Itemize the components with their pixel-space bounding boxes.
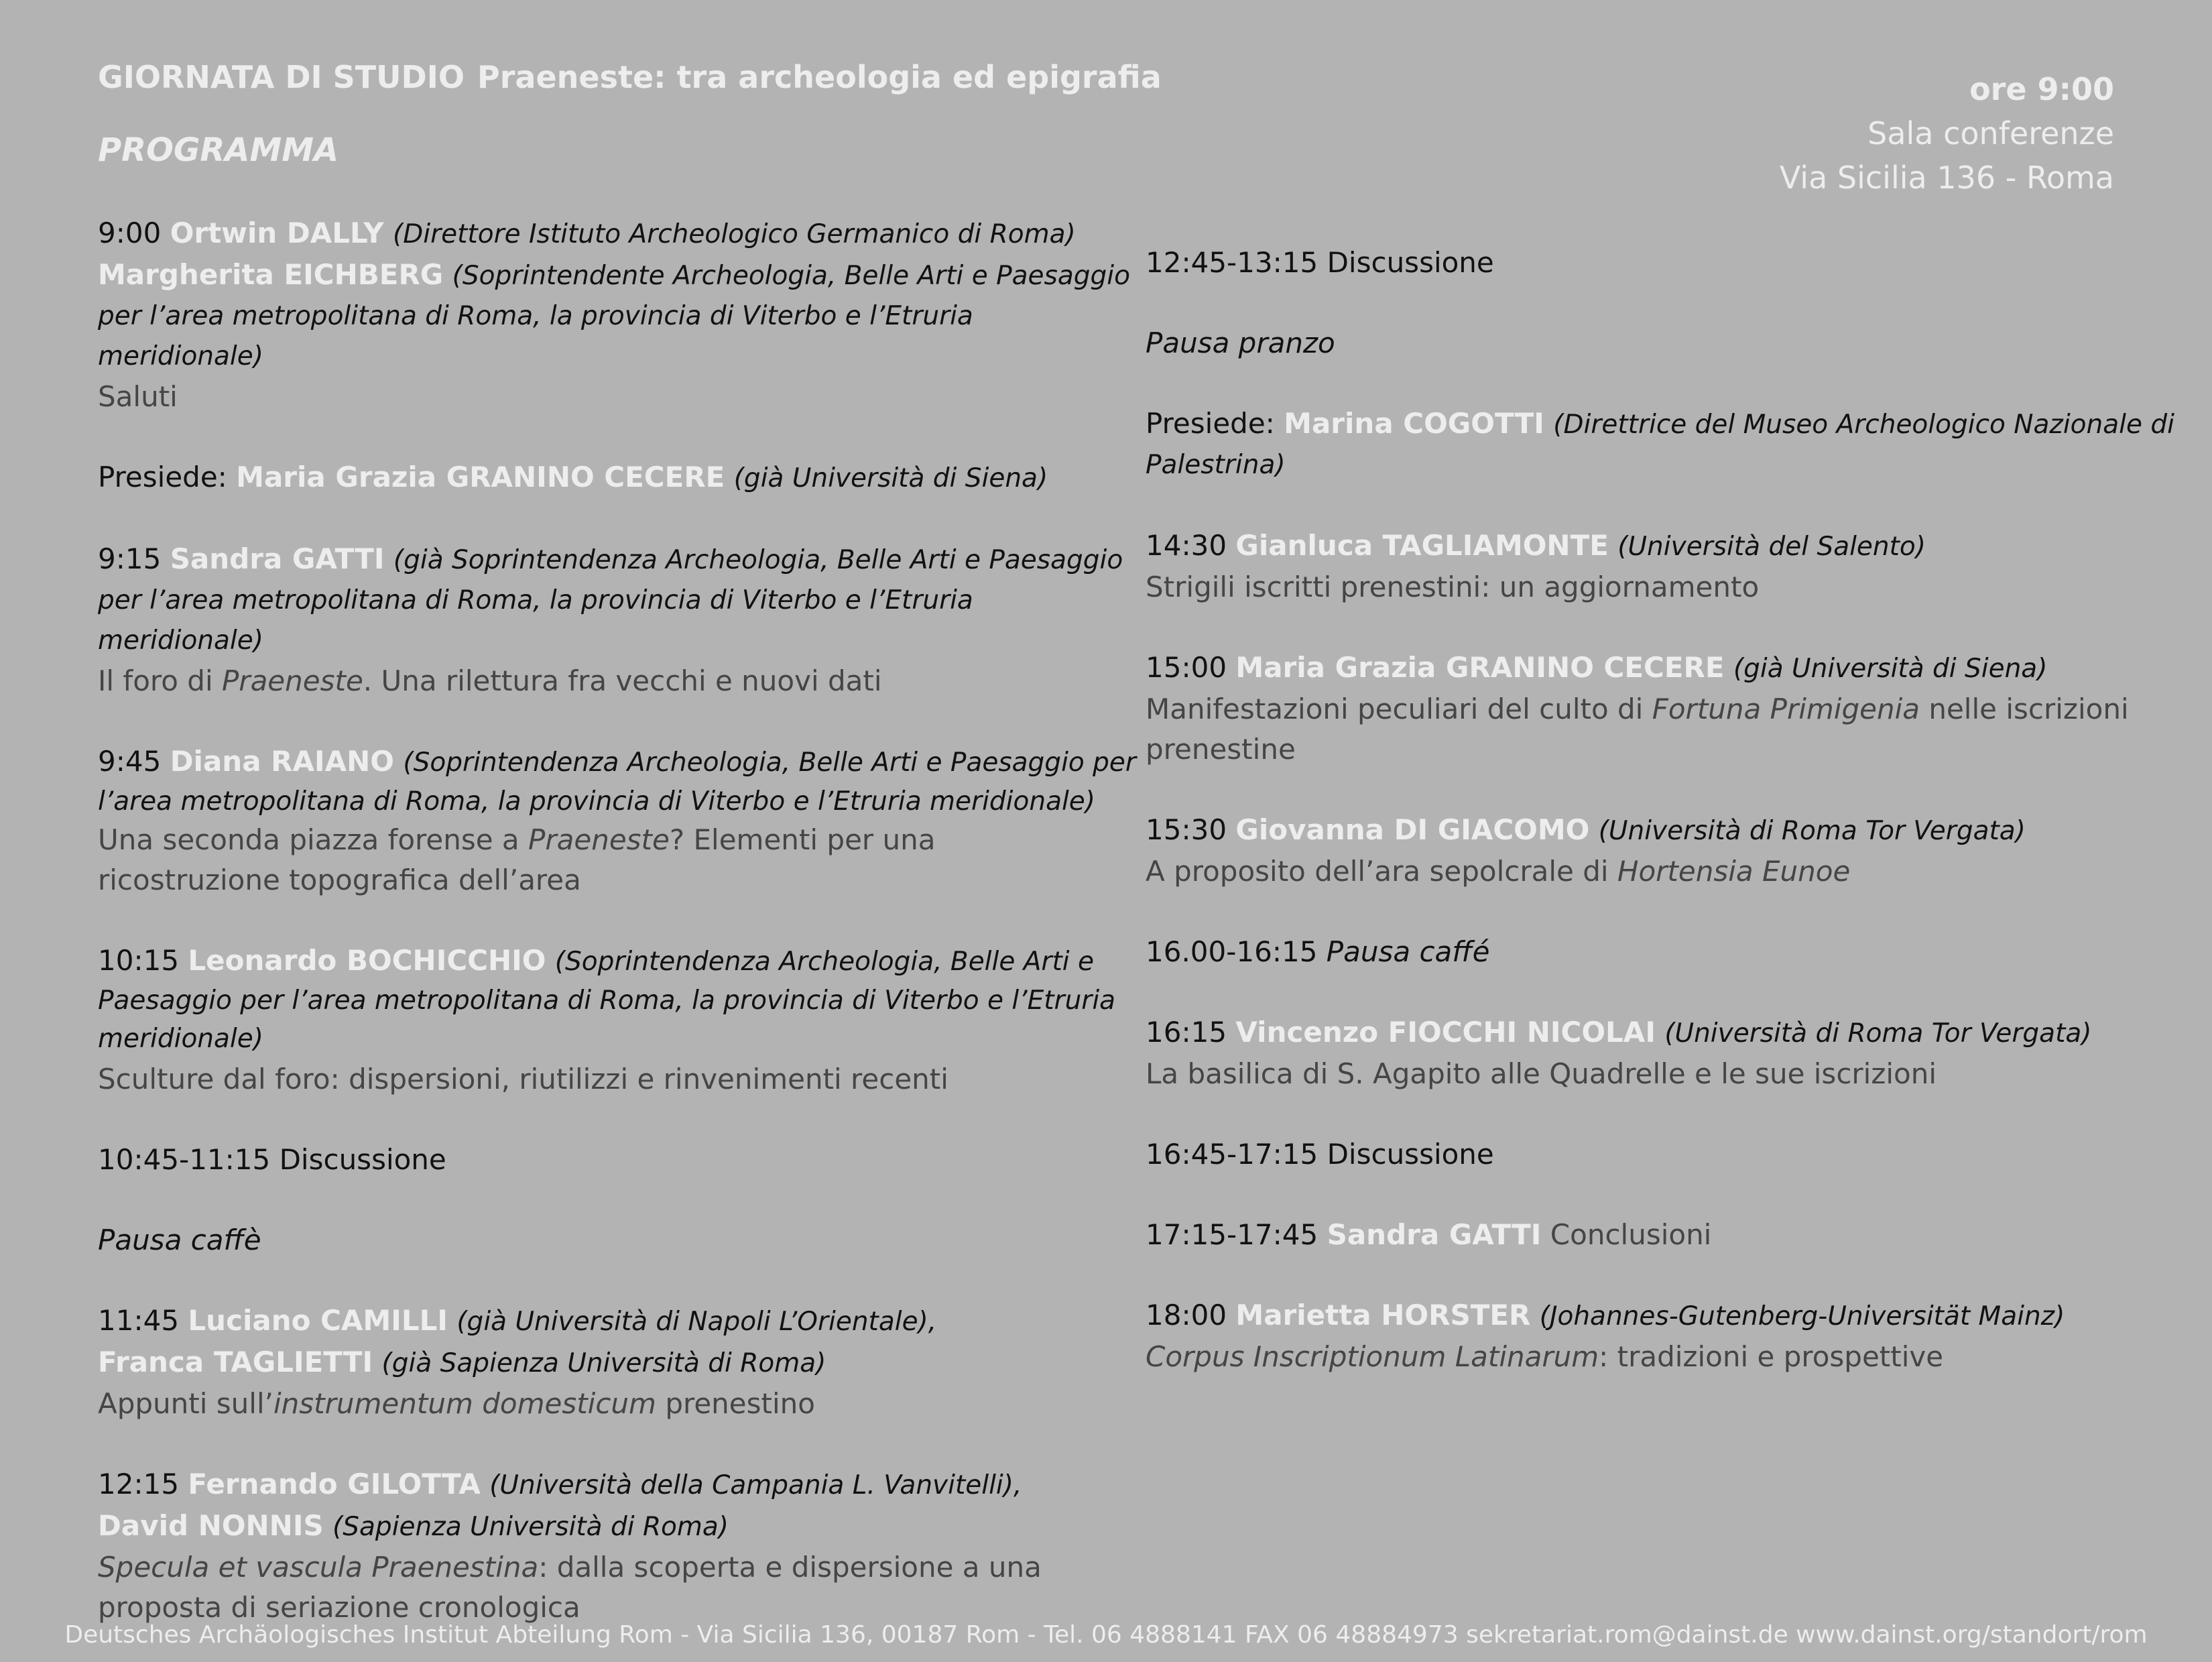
- speaker-affiliation: (Soprintendenza Archeologia, Belle Arti e Paesaggio per: [403, 748, 1136, 778]
- event-type: GIORNATA DI STUDIO: [98, 59, 465, 95]
- session-time: 17:15-17:45: [1146, 1218, 1318, 1251]
- speaker-affiliation: (Università del Salento): [1617, 532, 1926, 562]
- speaker-name: Marina COGOTTI: [1284, 407, 1544, 440]
- speaker-name: Franca TAGLIETTI: [98, 1346, 373, 1378]
- session-time: 9:15: [98, 542, 162, 575]
- speaker-name: Vincenzo FIOCCHI NICOLAI: [1235, 1016, 1656, 1049]
- session-item: [1146, 810, 2124, 892]
- programma-heading: PROGRAMMA: [98, 131, 339, 169]
- speaker-affiliation: (Soprintendente Archeologia, Belle Arti e Paesaggio: [452, 261, 1130, 291]
- speaker-affiliation: (già Università di Siena): [733, 463, 1048, 493]
- session-time: 12:15: [98, 1468, 180, 1500]
- session-item: [1146, 648, 2129, 770]
- speaker-name: Luciano CAMILLI: [188, 1304, 448, 1337]
- session-time: 9:45: [98, 745, 162, 778]
- chair-label: Presiede:: [98, 461, 237, 493]
- venue-time: ore 9:00: [1969, 71, 2114, 107]
- speaker-name: Ortwin DALLY: [170, 217, 384, 249]
- chair-label: Presiede:: [1146, 407, 1284, 440]
- speaker-name: David NONNIS: [98, 1509, 324, 1542]
- speaker-affiliation: (Direttrice del Museo Archeologico Nazionale di: [1553, 410, 2174, 440]
- speaker-affiliation: meridionale): [98, 626, 263, 656]
- program-right-column: [1146, 243, 2174, 1377]
- speaker-name: Maria Grazia GRANINO CECERE: [236, 461, 725, 493]
- session-item: [98, 1140, 1097, 1180]
- speaker-affiliation: (già Soprintendenza Archeologia, Belle Arti e Paesaggio: [393, 545, 1123, 575]
- speaker-name: Sandra GATTI: [170, 542, 385, 575]
- speaker-affiliation: Palestrina): [1146, 450, 1286, 480]
- session-item: [1146, 243, 2124, 283]
- session-time: 15:30: [1146, 813, 1227, 846]
- session-item: [1146, 404, 2174, 485]
- talk-title: Specula et vascula Praenestina: dalla scoperta e dispersione a una: [98, 1551, 1042, 1584]
- talk-title: Appunti sull’instrumentum domesticum prenestino: [98, 1387, 815, 1420]
- session-item: [1146, 1134, 2124, 1175]
- talk-title: A proposito dell’ara sepolcrale di Hortensia Eunoe: [1146, 855, 1851, 888]
- session-time: 14:30: [1146, 529, 1227, 562]
- program-left-column: [98, 213, 1136, 1628]
- speaker-affiliation: (già Università di Napoli L’Orientale),: [456, 1307, 937, 1337]
- session-time: 16:15: [1146, 1016, 1227, 1049]
- speaker-affiliation: l’area metropolitana di Roma, la provincia di Viterbo e l’Etruria meridionale): [98, 786, 1096, 817]
- discussion-slot: 16:45-17:15 Discussione: [1146, 1138, 1494, 1171]
- session-time: 9:00: [98, 217, 162, 249]
- speaker-affiliation: (Sapienza Università di Roma): [332, 1512, 729, 1542]
- speaker-name: Leonardo BOCHICCHIO: [188, 944, 546, 977]
- break-slot: Pausa pranzo: [1146, 327, 1335, 359]
- session-item: [98, 741, 1136, 900]
- speaker-name: Maria Grazia GRANINO CECERE: [1235, 651, 1725, 684]
- break-slot: Pausa caffè: [98, 1224, 261, 1256]
- speaker-affiliation: Paesaggio per l’area metropolitana di Roma, la provincia di Viterbo e l’Etruria: [98, 986, 1116, 1016]
- speaker-affiliation: per l’area metropolitana di Roma, la provincia di Viterbo e l’Etruria: [98, 585, 973, 615]
- talk-title: prenestine: [1146, 733, 1296, 766]
- venue-room: Sala conferenze: [1867, 115, 2114, 152]
- session-item: [1146, 323, 2124, 363]
- venue-address: Via Sicilia 136 - Roma: [1779, 160, 2114, 196]
- session-time: 10:15: [98, 944, 180, 977]
- speaker-affiliation: per l’area metropolitana di Roma, la provincia di Viterbo e l’Etruria: [98, 301, 973, 331]
- session-item: [98, 1301, 1097, 1424]
- session-item: [98, 539, 1123, 701]
- talk-title: Manifestazioni peculiari del culto di Fortuna Primigenia nelle iscrizioni: [1146, 693, 2129, 725]
- talk-title: Una seconda piazza forense a Praeneste? Elementi per una: [98, 823, 936, 856]
- speaker-affiliation: meridionale): [98, 1024, 263, 1054]
- session-time: 15:00: [1146, 651, 1227, 684]
- talk-title: Corpus Inscriptionum Latinarum: tradizioni e prospettive: [1146, 1340, 1944, 1373]
- speaker-affiliation: meridionale): [98, 341, 263, 371]
- speaker-affiliation: (Soprintendenza Archeologia, Belle Arti e: [554, 947, 1094, 977]
- session-item: [98, 941, 1116, 1100]
- talk-title: La basilica di S. Agapito alle Quadrelle e le sue iscrizioni: [1146, 1057, 1937, 1090]
- talk-title: ricostruzione topografica dell’area: [98, 864, 581, 896]
- speaker-name: Margherita EICHBERG: [98, 258, 444, 291]
- talk-title: Saluti: [98, 380, 178, 413]
- discussion-slot: 12:45-13:15 Discussione: [1146, 246, 1494, 279]
- speaker-name: Fernando GILOTTA: [188, 1468, 481, 1500]
- speaker-affiliation: (Università della Campania L. Vanvitelli),: [489, 1470, 1022, 1500]
- speaker-affiliation: (già Università di Siena): [1733, 654, 2048, 684]
- session-item: [98, 1220, 1097, 1260]
- session-item: [98, 213, 1130, 417]
- session-item: [1146, 1295, 2124, 1377]
- speaker-name: Marietta HORSTER: [1235, 1299, 1531, 1331]
- speaker-name: Sandra GATTI: [1327, 1218, 1542, 1251]
- session-item: [1146, 932, 2124, 972]
- session-item: [1146, 526, 2124, 607]
- institute-footer: Deutsches Archäologisches Institut Abteilung Rom - Via Sicilia 136, 00187 Rom - Tel. 06 4888141 FAX 06 48884973 sekretariat.rom@dainst.de www.dainst.org/standort/rom: [64, 1621, 2148, 1649]
- talk-title: proposta di seriazione cronologica: [98, 1591, 580, 1624]
- session-item: [98, 457, 1097, 499]
- speaker-affiliation: (Università di Roma Tor Vergata): [1598, 816, 2026, 846]
- session-item: [1146, 1215, 2124, 1255]
- talk-title: Il foro di Praeneste. Una rilettura fra vecchi e nuovi dati: [98, 664, 882, 697]
- session-item: [98, 1464, 1097, 1628]
- event-title: Praeneste: tra archeologia ed epigrafia: [477, 59, 1162, 95]
- venue-block: [1511, 67, 2114, 200]
- session-time: 11:45: [98, 1304, 180, 1337]
- session-item: [1146, 1012, 2124, 1094]
- speaker-name: Diana RAIANO: [170, 745, 394, 778]
- speaker-name: Gianluca TAGLIAMONTE: [1235, 529, 1609, 562]
- speaker-affiliation: (Johannes-Gutenberg-Universität Mainz): [1539, 1301, 2065, 1331]
- break-slot: 16.00-16:15 Pausa caffé: [1146, 935, 1490, 968]
- talk-title: Strigili iscritti prenestini: un aggiornamento: [1146, 571, 1760, 603]
- speaker-affiliation: (Università di Roma Tor Vergata): [1664, 1018, 2092, 1049]
- speaker-affiliation: (Direttore Istituto Archeologico Germanico di Roma): [393, 219, 1076, 249]
- speaker-name: Giovanna DI GIACOMO: [1235, 813, 1590, 846]
- talk-title: Conclusioni: [1550, 1218, 1712, 1251]
- talk-title: Sculture dal foro: dispersioni, riutilizzi e rinvenimenti recenti: [98, 1063, 948, 1095]
- discussion-slot: 10:45-11:15 Discussione: [98, 1143, 446, 1176]
- session-time: 18:00: [1146, 1299, 1227, 1331]
- speaker-affiliation: (già Sapienza Università di Roma): [381, 1348, 826, 1378]
